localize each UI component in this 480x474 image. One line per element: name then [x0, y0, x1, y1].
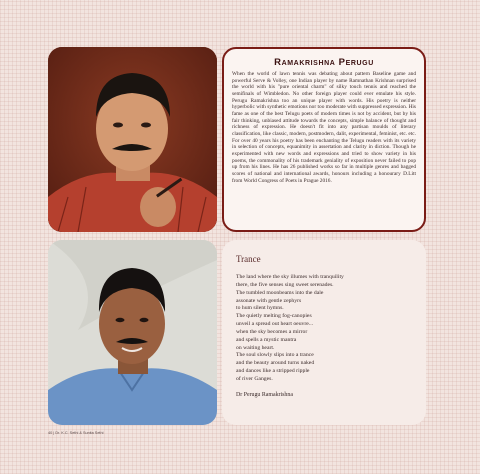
- bio-panel: [222, 47, 426, 232]
- poem-line: The land where the sky illumes with tranquility: [236, 274, 344, 280]
- poem-line: The tumbled moonbeams into the dale: [236, 289, 324, 296]
- poem-line: The soul slowly slips into a trance: [236, 352, 314, 359]
- poem-title: Trance: [236, 254, 261, 264]
- portrait-illustration: [48, 47, 217, 232]
- poem-line: unveil a spread out heart oeuvre...: [236, 321, 314, 328]
- poem-line: and dances like a stripped ripple: [236, 368, 310, 375]
- portrait-photo-top: [48, 47, 217, 232]
- poem-line: when the sky becomes a mirror: [236, 328, 308, 335]
- poem-lines: [236, 274, 414, 384]
- poem-author: Dr Perugu Ramakrishna: [236, 391, 293, 398]
- bio-text: When the world of lawn tennis was debating about pattern Baseline game and powerful Serve & Volley, one Indian player by name Ramnathan Krishnan surprised the world with his "pure oriental charm" of silky touch tennis and reached the semifinals of Wimbledon. No other foreign player could ever emulate his style. Perugu Ramakrishna too an unique player with words. His poetry is neither hyperbolic with synthetic emotions nor too moderate with suppressed expression. His fame as one of the best Telugu poets of modern times is not by accident, but by his fair thinking, unbiased attitude towards the concepts, simple balance of thought and richness of expression. He doesn't fit into any partisan moulds of literary classification, like classic, modern, postmodern, dalit, experimental, feminist, etc. etc. For over 40 years his poetry has been enchanting the Telugu readers with its variety in selection of concepts, equanimity in assertation and clarity in diction. Though he experimented with new words and expressions and tried to show variety in his poems, the commonality of his trademark geniality of exposition never failed to pop up from his lines. He has 26 published works so far in multiple genres and bagged scores of national and international awards, honours including a honourary D.Litt from World Congress of Poets in Prague 2016.: [232, 71, 416, 184]
- poem-line: and the beauty around turns naked: [236, 360, 315, 367]
- poem-line: and spells a mystic mantra: [236, 336, 297, 343]
- poem-panel: [222, 240, 426, 425]
- poem-line: of river Ganges.: [236, 375, 273, 382]
- portrait-illustration: [48, 240, 217, 425]
- portrait-photo-bottom: [48, 240, 217, 425]
- bio-title: Ramakrishna Perugu: [274, 57, 374, 68]
- page-footer: 40 | Dr. K.C. Sethi & Sunita Sethi: [48, 431, 104, 435]
- poem-line: The quietly melting fog-canopies: [236, 313, 312, 320]
- poem-line: on waiting heart.: [236, 344, 275, 351]
- poem-line: assonate with gentle zephyrs: [236, 297, 302, 304]
- poem-line: there, the five senses sing sweet serenades.: [236, 281, 334, 288]
- poem-line: to hum silent hymns.: [236, 305, 284, 312]
